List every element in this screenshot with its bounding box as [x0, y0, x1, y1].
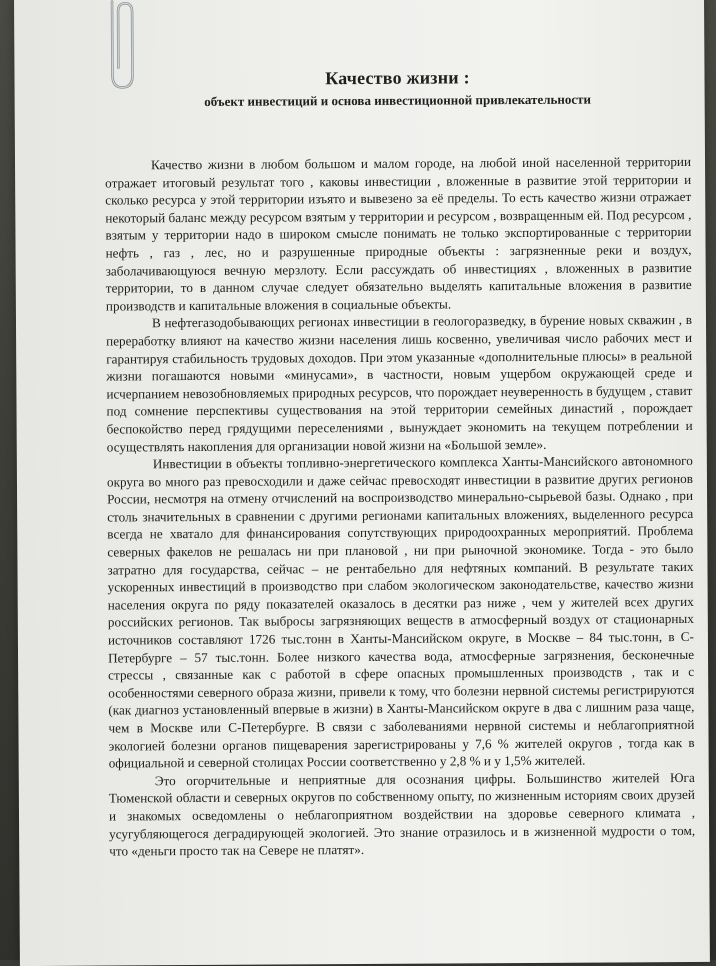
paper-sheet [14, 0, 710, 966]
paragraph: В нефтегазодобывающих регионах инвестиции в геологоразведку, в бурение новых скважин , в переработку влияют на качество жизни населения лишь косвенно, увеличивая число рабочих мест и гарантируя стабильность трудовых доходов. При этом указанные «дополнительные плюсы» в реальной жизни погашаются новыми «минусами», в частности, новым ущербом окружающей среде и исчерпанием невозобновляемых природных ресурсов, что порождает неуверенность в будущем , ставит под сомнение перспективы существования на этой территории семейных династий , порождает беспокойство перед грядущими переселениями , вынуждает экономить на текущем потреблении и осуществлять накопления для организации новой жизни на «Большой земле». [106, 312, 693, 455]
document-subtitle: объект инвестиций и основа инвестиционной привлекательности [204, 91, 592, 109]
document-title: Качество жизни : [325, 67, 470, 89]
document-body [105, 153, 695, 860]
document-content [104, 66, 695, 860]
paragraph: Качество жизни в любом большом и малом городе, на любой иной населенной территории отражает итоговый результат того , каковы инвестиции , вложенные в развитие этой территории и сколько ресурса у этой территории изъято и вывезено за её пределы. То есть качество жизни отражает некоторый баланс между ресурсом взятым у территории и ресурсом , возвращенным ей. Под ресурсом , взятым у территории надо в широком смысле понимать не только экспортированные с территории нефть , газ , лес, но и разрушенные природные объекты : загрязненные реки и воздух, заболачивающуюся вечную мерзлоту. Если рассуждать об инвестициях , вложенных в развитие территории, то в данном случае следует обязательно выделять капитальные вложения в развитие производств и капитальные вложения в социальные объекты. [105, 153, 692, 314]
paragraph: Инвестиции в объекты топливно-энергетического комплекса Ханты-Мансийского автономного округа во много раз превосходили и даже сейчас превосходят инвестиции в развитие других регионов России, несмотря на отмену отчислений на воспроизводство минерально-сырьевой базы. Однако , при столь значительных в сравнении с другими регионами капитальных вложениях, выделенного ресурса всегда не хватало для финансирования сопутствующих природоохранных мероприятий. Проблема северных факелов не решалась ни при плановой , ни при рыночной экономике. Тогда - это было затратно для государства, сейчас – не рентабельно для нефтяных компаний. В результате таких ускоренных инвестиций в производство при слабом экологическом законодательстве, качество жизни населения округа по ряду показателей оказалось в десятки раз ниже , чем у жителей всех других российских регионов. Так выбросы загрязняющих веществ в атмосферный воздух от стационарных источников составляют 1726 тыс.тонн в Ханты-Мансийском округе, в Москве – 84 тыс.тонн, в С-Петербурге – 57 тыс.тонн. Более низкого качества вода, атмосферные загрязнения, бесконечные стрессы , связанные как с работой в сфере опасных промышленных производств , так и с особенностями северного образа жизни, привели к тому, что болезни нервной системы регистрируются (как диагноз установленный впервые в жизни) в Ханты-Мансийском округе в два с лишним раза чаще, чем в Москве или С-Петербурге. В связи с заболеваниями нервной системы и неблагоприятной экологией болезни органов пищеварения зарегистрированы у 7,6 % жителей округов , тогда как в официальной и северной столицах России соответственно у 2,8 % и у 1,5% жителей. [106, 453, 695, 771]
paragraph: Это огорчительные и неприятные для осознания цифры. Большинство жителей Юга Тюменской области и северных округов по собственному опыту, по жизненным историям своих друзей и знакомых осведомлены о неблагоприятном воздействии на здоровье северного климата , усугубляющегося деградирующей экологией. Это знание отразилось и в жизненной мудрости о том, что «деньги просто так на Севере не платят». [108, 769, 696, 859]
